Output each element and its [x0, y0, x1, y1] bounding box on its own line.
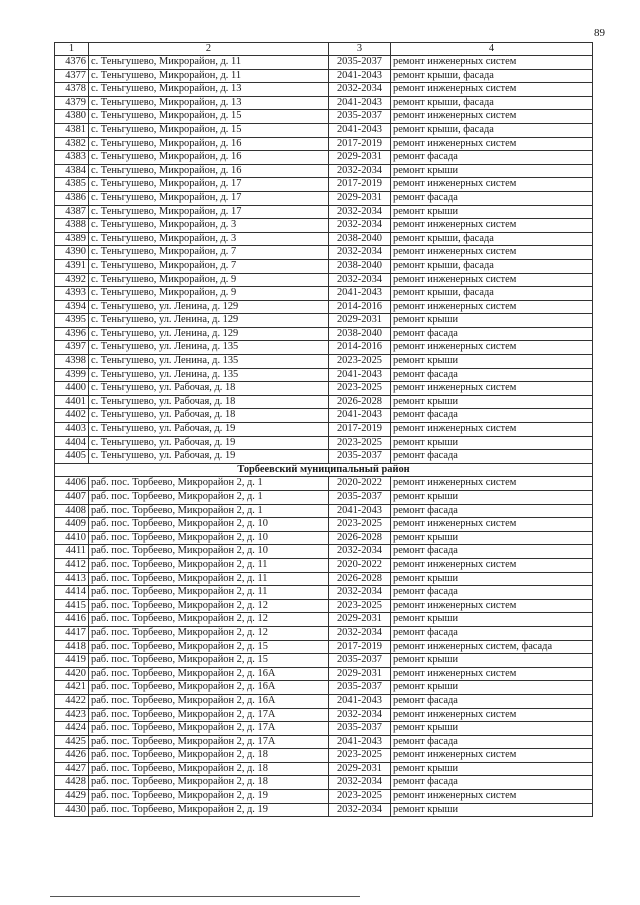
table-row — [55, 518, 593, 532]
table-row — [55, 409, 593, 423]
years-cell: 2026-2028 — [329, 572, 391, 586]
address-cell: с. Теньгушево, Микрорайон, д. 16 — [89, 151, 329, 165]
address-cell: раб. пос. Торбеево, Микрорайон 2, д. 17А — [89, 735, 329, 749]
work-type-cell: ремонт крыши — [391, 654, 593, 668]
address-cell: с. Теньгушево, ул. Ленина, д. 129 — [89, 314, 329, 328]
table-row — [55, 273, 593, 287]
row-number: 4411 — [55, 545, 89, 559]
table-row — [55, 450, 593, 464]
years-cell: 2017-2019 — [329, 178, 391, 192]
years-cell: 2041-2043 — [329, 504, 391, 518]
work-type-cell: ремонт инженерных систем — [391, 110, 593, 124]
row-number: 4388 — [55, 219, 89, 233]
column-header-years: 3 — [329, 43, 391, 56]
work-type-cell: ремонт крыши — [391, 572, 593, 586]
address-cell: с. Теньгушево, Микрорайон, д. 13 — [89, 83, 329, 97]
years-cell: 2041-2043 — [329, 694, 391, 708]
table-row — [55, 137, 593, 151]
years-cell: 2041-2043 — [329, 735, 391, 749]
years-cell: 2023-2025 — [329, 599, 391, 613]
work-type-cell: ремонт фасада — [391, 545, 593, 559]
address-cell: раб. пос. Торбеево, Микрорайон 2, д. 17А — [89, 708, 329, 722]
address-cell: раб. пос. Торбеево, Микрорайон 2, д. 1 — [89, 504, 329, 518]
row-number: 4392 — [55, 273, 89, 287]
years-cell: 2026-2028 — [329, 395, 391, 409]
years-cell: 2032-2034 — [329, 205, 391, 219]
years-cell: 2029-2031 — [329, 613, 391, 627]
address-cell: раб. пос. Торбеево, Микрорайон 2, д. 12 — [89, 626, 329, 640]
row-number: 4417 — [55, 626, 89, 640]
years-cell: 2032-2034 — [329, 776, 391, 790]
years-cell: 2029-2031 — [329, 191, 391, 205]
years-cell: 2032-2034 — [329, 273, 391, 287]
work-type-cell: ремонт крыши — [391, 491, 593, 505]
address-cell: раб. пос. Торбеево, Микрорайон 2, д. 16А — [89, 667, 329, 681]
work-type-cell: ремонт крыши — [391, 314, 593, 328]
years-cell: 2029-2031 — [329, 151, 391, 165]
address-cell: раб. пос. Торбеево, Микрорайон 2, д. 16А — [89, 694, 329, 708]
work-type-cell: ремонт крыши — [391, 355, 593, 369]
table-row — [55, 314, 593, 328]
section-header-row — [55, 463, 593, 477]
address-cell: с. Теньгушево, Микрорайон, д. 17 — [89, 178, 329, 192]
address-cell: с. Теньгушево, Микрорайон, д. 7 — [89, 246, 329, 260]
address-cell: раб. пос. Торбеево, Микрорайон 2, д. 12 — [89, 599, 329, 613]
table-row — [55, 259, 593, 273]
table-row — [55, 762, 593, 776]
table-row — [55, 164, 593, 178]
work-type-cell: ремонт фасада — [391, 151, 593, 165]
years-cell: 2038-2040 — [329, 259, 391, 273]
years-cell: 2014-2016 — [329, 341, 391, 355]
years-cell: 2035-2037 — [329, 110, 391, 124]
row-number: 4401 — [55, 395, 89, 409]
table-row — [55, 599, 593, 613]
address-cell: раб. пос. Торбеево, Микрорайон 2, д. 10 — [89, 545, 329, 559]
address-cell: раб. пос. Торбеево, Микрорайон 2, д. 12 — [89, 613, 329, 627]
address-cell: с. Теньгушево, ул. Ленина, д. 135 — [89, 368, 329, 382]
work-type-cell: ремонт крыши, фасада — [391, 69, 593, 83]
row-number: 4391 — [55, 259, 89, 273]
row-number: 4389 — [55, 232, 89, 246]
address-cell: с. Теньгушево, ул. Ленина, д. 135 — [89, 341, 329, 355]
address-cell: раб. пос. Торбеево, Микрорайон 2, д. 1 — [89, 477, 329, 491]
row-number: 4419 — [55, 654, 89, 668]
table-row — [55, 151, 593, 165]
table-row — [55, 545, 593, 559]
years-cell: 2041-2043 — [329, 368, 391, 382]
work-type-cell: ремонт фасада — [391, 694, 593, 708]
table-row — [55, 368, 593, 382]
work-type-cell: ремонт инженерных систем — [391, 137, 593, 151]
work-type-cell: ремонт инженерных систем — [391, 423, 593, 437]
row-number: 4426 — [55, 749, 89, 763]
row-number: 4414 — [55, 586, 89, 600]
repair-schedule-table — [54, 42, 593, 817]
row-number: 4385 — [55, 178, 89, 192]
years-cell: 2032-2034 — [329, 803, 391, 817]
row-number: 4394 — [55, 300, 89, 314]
address-cell: с. Теньгушево, Микрорайон, д. 3 — [89, 232, 329, 246]
row-number: 4412 — [55, 558, 89, 572]
row-number: 4390 — [55, 246, 89, 260]
page-number: 89 — [594, 27, 605, 39]
address-cell: с. Теньгушево, ул. Рабочая, д. 18 — [89, 409, 329, 423]
years-cell: 2041-2043 — [329, 96, 391, 110]
address-cell: раб. пос. Торбеево, Микрорайон 2, д. 18 — [89, 749, 329, 763]
table-row — [55, 56, 593, 70]
table-row — [55, 423, 593, 437]
table-row — [55, 708, 593, 722]
table-row — [55, 300, 593, 314]
address-cell: с. Теньгушево, Микрорайон, д. 15 — [89, 110, 329, 124]
address-cell: с. Теньгушево, ул. Рабочая, д. 19 — [89, 423, 329, 437]
work-type-cell: ремонт крыши — [391, 395, 593, 409]
years-cell: 2032-2034 — [329, 586, 391, 600]
address-cell: с. Теньгушево, Микрорайон, д. 15 — [89, 123, 329, 137]
table-row — [55, 341, 593, 355]
years-cell: 2032-2034 — [329, 219, 391, 233]
years-cell: 2020-2022 — [329, 558, 391, 572]
work-type-cell: ремонт фасада — [391, 450, 593, 464]
row-number: 4377 — [55, 69, 89, 83]
work-type-cell: ремонт фасада — [391, 626, 593, 640]
years-cell: 2038-2040 — [329, 232, 391, 246]
table-row — [55, 626, 593, 640]
work-type-cell: ремонт крыши — [391, 681, 593, 695]
work-type-cell: ремонт фасада — [391, 368, 593, 382]
column-header-number: 1 — [55, 43, 89, 56]
section-title: Торбеевский муниципальный район — [55, 463, 593, 477]
years-cell: 2014-2016 — [329, 300, 391, 314]
table-header-row — [55, 43, 593, 56]
table-row — [55, 654, 593, 668]
work-type-cell: ремонт инженерных систем — [391, 477, 593, 491]
table-row — [55, 558, 593, 572]
work-type-cell: ремонт фасада — [391, 191, 593, 205]
work-type-cell: ремонт инженерных систем — [391, 246, 593, 260]
years-cell: 2023-2025 — [329, 382, 391, 396]
work-type-cell: ремонт крыши, фасада — [391, 232, 593, 246]
years-cell: 2035-2037 — [329, 681, 391, 695]
row-number: 4398 — [55, 355, 89, 369]
table-row — [55, 436, 593, 450]
row-number: 4409 — [55, 518, 89, 532]
table-row — [55, 246, 593, 260]
years-cell: 2023-2025 — [329, 436, 391, 450]
row-number: 4383 — [55, 151, 89, 165]
work-type-cell: ремонт инженерных систем — [391, 599, 593, 613]
address-cell: с. Теньгушево, Микрорайон, д. 9 — [89, 287, 329, 301]
years-cell: 2023-2025 — [329, 518, 391, 532]
work-type-cell: ремонт инженерных систем — [391, 790, 593, 804]
table-row — [55, 722, 593, 736]
address-cell: с. Теньгушево, Микрорайон, д. 16 — [89, 137, 329, 151]
work-type-cell: ремонт крыши — [391, 613, 593, 627]
address-cell: раб. пос. Торбеево, Микрорайон 2, д. 11 — [89, 558, 329, 572]
row-number: 4380 — [55, 110, 89, 124]
work-type-cell: ремонт фасада — [391, 327, 593, 341]
work-type-cell: ремонт фасада — [391, 504, 593, 518]
row-number: 4387 — [55, 205, 89, 219]
row-number: 4425 — [55, 735, 89, 749]
table-row — [55, 83, 593, 97]
row-number: 4416 — [55, 613, 89, 627]
row-number: 4404 — [55, 436, 89, 450]
work-type-cell: ремонт крыши, фасада — [391, 123, 593, 137]
years-cell: 2035-2037 — [329, 450, 391, 464]
row-number: 4396 — [55, 327, 89, 341]
work-type-cell: ремонт крыши, фасада — [391, 96, 593, 110]
table-row — [55, 232, 593, 246]
row-number: 4378 — [55, 83, 89, 97]
row-number: 4393 — [55, 287, 89, 301]
address-cell: раб. пос. Торбеево, Микрорайон 2, д. 15 — [89, 654, 329, 668]
row-number: 4379 — [55, 96, 89, 110]
table-row — [55, 572, 593, 586]
work-type-cell: ремонт крыши — [391, 531, 593, 545]
table-row — [55, 694, 593, 708]
row-number: 4410 — [55, 531, 89, 545]
table-row — [55, 803, 593, 817]
work-type-cell: ремонт фасада — [391, 586, 593, 600]
address-cell: с. Теньгушево, Микрорайон, д. 17 — [89, 191, 329, 205]
table-row — [55, 613, 593, 627]
work-type-cell: ремонт крыши, фасада — [391, 287, 593, 301]
address-cell: с. Теньгушево, Микрорайон, д. 3 — [89, 219, 329, 233]
column-header-address: 2 — [89, 43, 329, 56]
years-cell: 2032-2034 — [329, 626, 391, 640]
work-type-cell: ремонт инженерных систем — [391, 83, 593, 97]
table-row — [55, 219, 593, 233]
row-number: 4397 — [55, 341, 89, 355]
years-cell: 2041-2043 — [329, 69, 391, 83]
work-type-cell: ремонт инженерных систем — [391, 518, 593, 532]
work-type-cell: ремонт инженерных систем — [391, 178, 593, 192]
address-cell: с. Теньгушево, Микрорайон, д. 13 — [89, 96, 329, 110]
address-cell: с. Теньгушево, Микрорайон, д. 11 — [89, 69, 329, 83]
address-cell: раб. пос. Торбеево, Микрорайон 2, д. 19 — [89, 803, 329, 817]
years-cell: 2029-2031 — [329, 762, 391, 776]
years-cell: 2017-2019 — [329, 423, 391, 437]
column-header-work: 4 — [391, 43, 593, 56]
address-cell: с. Теньгушево, Микрорайон, д. 17 — [89, 205, 329, 219]
years-cell: 2026-2028 — [329, 531, 391, 545]
years-cell: 2041-2043 — [329, 409, 391, 423]
address-cell: раб. пос. Торбеево, Микрорайон 2, д. 16А — [89, 681, 329, 695]
years-cell: 2023-2025 — [329, 790, 391, 804]
row-number: 4382 — [55, 137, 89, 151]
address-cell: раб. пос. Торбеево, Микрорайон 2, д. 11 — [89, 572, 329, 586]
address-cell: с. Теньгушево, ул. Ленина, д. 129 — [89, 300, 329, 314]
work-type-cell: ремонт инженерных систем — [391, 749, 593, 763]
work-type-cell: ремонт крыши — [391, 762, 593, 776]
years-cell: 2029-2031 — [329, 667, 391, 681]
row-number: 4384 — [55, 164, 89, 178]
row-number: 4407 — [55, 491, 89, 505]
address-cell: с. Теньгушево, Микрорайон, д. 16 — [89, 164, 329, 178]
table-row — [55, 69, 593, 83]
years-cell: 2032-2034 — [329, 708, 391, 722]
years-cell: 2035-2037 — [329, 56, 391, 70]
work-type-cell: ремонт инженерных систем — [391, 273, 593, 287]
work-type-cell: ремонт крыши — [391, 436, 593, 450]
work-type-cell: ремонт инженерных систем, фасада — [391, 640, 593, 654]
address-cell: раб. пос. Торбеево, Микрорайон 2, д. 17А — [89, 722, 329, 736]
years-cell: 2035-2037 — [329, 654, 391, 668]
address-cell: с. Теньгушево, ул. Рабочая, д. 18 — [89, 382, 329, 396]
row-number: 4420 — [55, 667, 89, 681]
row-number: 4430 — [55, 803, 89, 817]
address-cell: с. Теньгушево, ул. Ленина, д. 135 — [89, 355, 329, 369]
years-cell: 2023-2025 — [329, 749, 391, 763]
table-row — [55, 110, 593, 124]
work-type-cell: ремонт крыши — [391, 803, 593, 817]
table-row — [55, 477, 593, 491]
row-number: 4406 — [55, 477, 89, 491]
address-cell: с. Теньгушево, Микрорайон, д. 11 — [89, 56, 329, 70]
table-row — [55, 205, 593, 219]
table-row — [55, 681, 593, 695]
work-type-cell: ремонт крыши — [391, 722, 593, 736]
years-cell: 2035-2037 — [329, 722, 391, 736]
years-cell: 2017-2019 — [329, 137, 391, 151]
address-cell: раб. пос. Торбеево, Микрорайон 2, д. 10 — [89, 518, 329, 532]
row-number: 4427 — [55, 762, 89, 776]
address-cell: раб. пос. Торбеево, Микрорайон 2, д. 18 — [89, 776, 329, 790]
address-cell: с. Теньгушево, Микрорайон, д. 9 — [89, 273, 329, 287]
address-cell: раб. пос. Торбеево, Микрорайон 2, д. 10 — [89, 531, 329, 545]
years-cell: 2041-2043 — [329, 287, 391, 301]
years-cell: 2020-2022 — [329, 477, 391, 491]
table-row — [55, 327, 593, 341]
table-row — [55, 191, 593, 205]
years-cell: 2032-2034 — [329, 545, 391, 559]
address-cell: с. Теньгушево, ул. Рабочая, д. 18 — [89, 395, 329, 409]
address-cell: раб. пос. Торбеево, Микрорайон 2, д. 19 — [89, 790, 329, 804]
address-cell: с. Теньгушево, Микрорайон, д. 7 — [89, 259, 329, 273]
address-cell: с. Теньгушево, ул. Рабочая, д. 19 — [89, 450, 329, 464]
work-type-cell: ремонт инженерных систем — [391, 56, 593, 70]
row-number: 4418 — [55, 640, 89, 654]
row-number: 4428 — [55, 776, 89, 790]
table-row — [55, 776, 593, 790]
table-row — [55, 123, 593, 137]
table-row — [55, 640, 593, 654]
table-row — [55, 491, 593, 505]
work-type-cell: ремонт инженерных систем — [391, 219, 593, 233]
work-type-cell: ремонт фасада — [391, 735, 593, 749]
years-cell: 2029-2031 — [329, 314, 391, 328]
years-cell: 2023-2025 — [329, 355, 391, 369]
work-type-cell: ремонт инженерных систем — [391, 300, 593, 314]
table-row — [55, 667, 593, 681]
table-row — [55, 749, 593, 763]
row-number: 4413 — [55, 572, 89, 586]
work-type-cell: ремонт фасада — [391, 409, 593, 423]
row-number: 4415 — [55, 599, 89, 613]
scan-edge-line — [50, 896, 360, 897]
table-row — [55, 382, 593, 396]
years-cell: 2032-2034 — [329, 246, 391, 260]
row-number: 4376 — [55, 56, 89, 70]
row-number: 4399 — [55, 368, 89, 382]
row-number: 4422 — [55, 694, 89, 708]
address-cell: с. Теньгушево, ул. Рабочая, д. 19 — [89, 436, 329, 450]
table-row — [55, 395, 593, 409]
work-type-cell: ремонт крыши — [391, 205, 593, 219]
work-type-cell: ремонт инженерных систем — [391, 558, 593, 572]
row-number: 4429 — [55, 790, 89, 804]
row-number: 4424 — [55, 722, 89, 736]
table-row — [55, 178, 593, 192]
row-number: 4423 — [55, 708, 89, 722]
address-cell: с. Теньгушево, ул. Ленина, д. 129 — [89, 327, 329, 341]
row-number: 4408 — [55, 504, 89, 518]
row-number: 4381 — [55, 123, 89, 137]
years-cell: 2038-2040 — [329, 327, 391, 341]
row-number: 4386 — [55, 191, 89, 205]
row-number: 4402 — [55, 409, 89, 423]
row-number: 4395 — [55, 314, 89, 328]
work-type-cell: ремонт инженерных систем — [391, 708, 593, 722]
address-cell: раб. пос. Торбеево, Микрорайон 2, д. 1 — [89, 491, 329, 505]
work-type-cell: ремонт крыши, фасада — [391, 259, 593, 273]
address-cell: раб. пос. Торбеево, Микрорайон 2, д. 11 — [89, 586, 329, 600]
row-number: 4421 — [55, 681, 89, 695]
years-cell: 2032-2034 — [329, 83, 391, 97]
table-row — [55, 531, 593, 545]
table-body — [55, 43, 593, 817]
row-number: 4403 — [55, 423, 89, 437]
row-number: 4405 — [55, 450, 89, 464]
years-cell: 2032-2034 — [329, 164, 391, 178]
table-row — [55, 790, 593, 804]
address-cell: раб. пос. Торбеево, Микрорайон 2, д. 15 — [89, 640, 329, 654]
address-cell: раб. пос. Торбеево, Микрорайон 2, д. 18 — [89, 762, 329, 776]
table-row — [55, 586, 593, 600]
work-type-cell: ремонт инженерных систем — [391, 382, 593, 396]
work-type-cell: ремонт инженерных систем — [391, 667, 593, 681]
work-type-cell: ремонт фасада — [391, 776, 593, 790]
table-row — [55, 355, 593, 369]
years-cell: 2041-2043 — [329, 123, 391, 137]
table-row — [55, 287, 593, 301]
table-row — [55, 504, 593, 518]
work-type-cell: ремонт инженерных систем — [391, 341, 593, 355]
row-number: 4400 — [55, 382, 89, 396]
years-cell: 2017-2019 — [329, 640, 391, 654]
table-row — [55, 96, 593, 110]
years-cell: 2035-2037 — [329, 491, 391, 505]
work-type-cell: ремонт крыши — [391, 164, 593, 178]
table-row — [55, 735, 593, 749]
